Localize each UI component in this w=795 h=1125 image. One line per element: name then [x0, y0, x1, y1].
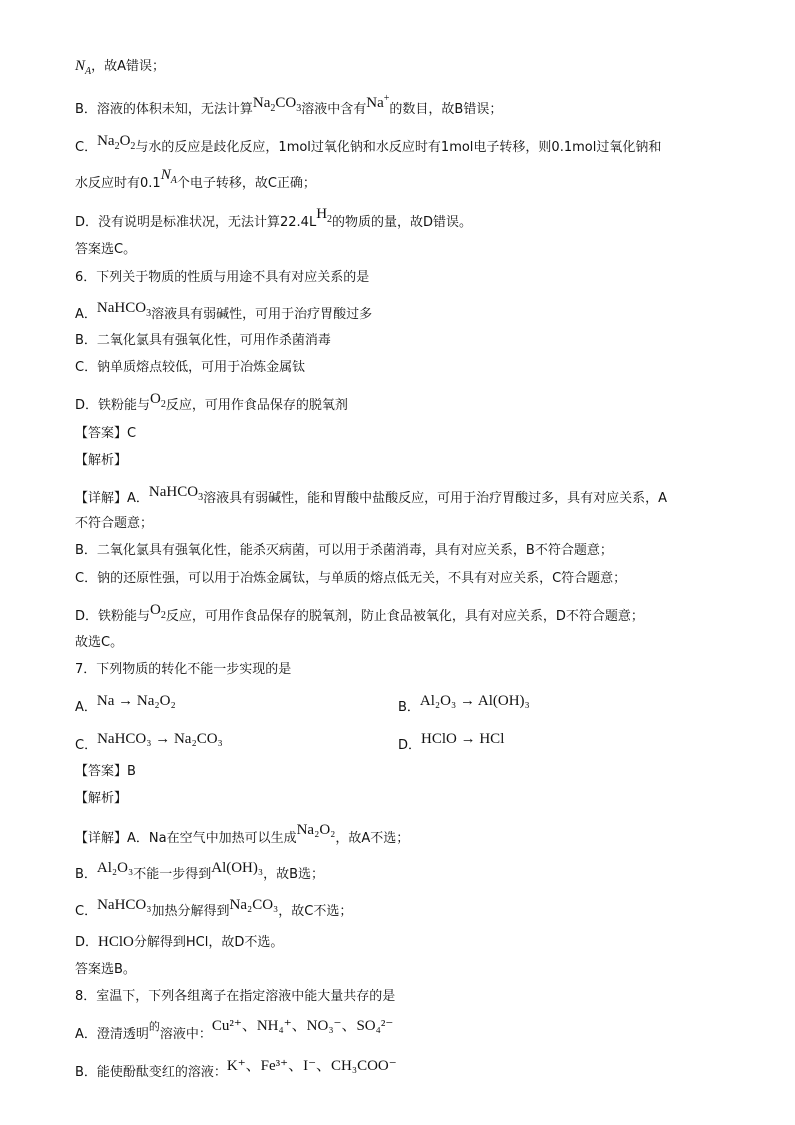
question-6-explain-4: C．钠的还原性强，可以用于冶炼金属钛，与单质的熔点低无关，不具有对应关系，C符合题意；: [75, 571, 627, 586]
formula-nahco3-3: NaHCO₃: [97, 897, 152, 913]
question-6-answer: 【答案】C: [75, 426, 137, 441]
question-7-option-a: A．Na → Na₂O₂: [75, 693, 176, 715]
question-7-explain-5: 答案选B。: [75, 962, 136, 977]
formula-h2: $H_2$: [316, 206, 333, 225]
question-7-option-c: C．NaHCO₃ → Na₂CO₃: [75, 731, 223, 753]
formula-na2co3: $Na_2CO_3$: [252, 95, 302, 114]
line-4: 水反应时有$0.1N_A$个电子转移，故C正确；: [75, 167, 316, 191]
question-7-title: 7．下列物质的转化不能一步实现的是: [75, 662, 292, 677]
line-6: 答案选C。: [75, 242, 137, 257]
formula-aloh3: Al(OH)₃: [211, 860, 264, 876]
question-6-explain-3: B．二氧化氯具有强氧化性，能杀灭病菌，可以用于杀菌消毒，具有对应关系，B不符合题意；: [75, 543, 613, 558]
question-7-option-d: D．HClO → HCl: [398, 731, 505, 753]
reaction-d: HClO → HCl: [421, 731, 505, 747]
reaction-c: NaHCO₃ → Na₂CO₃: [97, 731, 223, 747]
question-7-explain-1: 【详解】A．Na在空气中加热可以生成Na₂O₂，故A不选；: [75, 822, 410, 846]
question-8-title: 8．室温下，下列各组离子在指定溶液中能大量共存的是: [75, 989, 396, 1004]
question-7-option-b: B．Al₂O₃ → Al(OH)₃: [398, 693, 530, 715]
ions-b: K⁺、Fe³⁺、I⁻、CH₃COO⁻: [226, 1058, 397, 1074]
line-1: $N_A$，故A错误；: [75, 58, 166, 77]
question-6-option-a: A．NaHCO$_3$溶液具有弱碱性，可用于治疗胃酸过多: [75, 300, 373, 322]
line-5: D．没有说明是标准状况，无法计算$22.4LH_2$的物质的量，故D错误。: [75, 206, 473, 230]
question-7-explain-3: C．NaHCO₃加热分解得到Na₂CO₃，故C不选；: [75, 897, 353, 919]
question-6-explain-1: 【详解】A．NaHCO$_3$溶液具有弱碱性，能和胃酸中盐酸反应，可用于治疗胃酸过多，具有对应关系，A: [75, 484, 667, 506]
formula-hclo: HClO: [98, 934, 134, 950]
formula-nahco3: NaHCO$_3$: [96, 300, 152, 319]
question-6-option-b: B．二氧化氯具有强氧化性，可用作杀菌消毒: [75, 333, 331, 348]
ions-a: Cu²⁺、NH₄⁺、NO₃⁻、SO₄²⁻: [211, 1018, 394, 1034]
formula-na-2: $N_A$: [160, 167, 177, 186]
formula-na-ion: Na+: [366, 93, 390, 111]
question-7-answer: 【答案】B: [75, 764, 136, 779]
line-3: C．$Na_2O_2$与水的反应是歧化反应，1mol过氧化钠和水反应时有1mol电子转移，则0.1mol过氧化钠和: [75, 133, 662, 155]
reaction-b: Al₂O₃ → Al(OH)₃: [419, 693, 530, 709]
formula-na2o2-2: Na₂O₂: [296, 822, 336, 838]
formula-nahco3-2: NaHCO$_3$: [148, 484, 204, 503]
question-7-analysis-heading: 【解析】: [75, 791, 128, 806]
line-2: B．溶液的体积未知，无法计算$Na_2CO_3$溶液中含有Na+的数目，故B错误；: [75, 93, 503, 117]
question-8-option-a: A．澄清透明$^的$溶液中：Cu²⁺、NH₄⁺、NO₃⁻、SO₄²⁻: [75, 1018, 394, 1042]
formula-na2o2: $Na_2O_2$: [97, 133, 136, 152]
question-6-explain-5: D．铁粉能与$O_2$反应，可用作食品保存的脱氧剂，防止食品被氧化，具有对应关系，D不符合题意；: [75, 602, 644, 624]
question-7-explain-2: B．Al₂O₃不能一步得到Al(OH)₃，故B选；: [75, 860, 325, 882]
question-6-analysis-heading: 【解析】: [75, 453, 128, 468]
formula-al2o3: Al₂O₃: [96, 860, 134, 876]
formula-na2co3-2: Na₂CO₃: [229, 897, 279, 913]
question-6-explain-2: 不符合题意；: [75, 516, 154, 531]
question-6-title: 6．下列关于物质的性质与用途不具有对应关系的是: [75, 270, 370, 285]
question-6-option-c: C．钠单质熔点较低，可用于冶炼金属钛: [75, 360, 306, 375]
reaction-a: Na → Na₂O₂: [96, 693, 176, 709]
question-6-explain-6: 故选C。: [75, 635, 124, 650]
formula-o2: $O_2$: [150, 391, 166, 410]
question-7-explain-4: D．HClO分解得到HCl，故D不选。: [75, 934, 284, 950]
formula-na: $N_A$: [75, 58, 92, 77]
question-8-option-b: B．能使酚酞变红的溶液：K⁺、Fe³⁺、I⁻、CH₃COO⁻: [75, 1058, 397, 1080]
question-6-option-d: D．铁粉能与$O_2$反应，可用作食品保存的脱氧剂: [75, 391, 348, 413]
formula-o2-2: $O_2$: [150, 602, 166, 621]
